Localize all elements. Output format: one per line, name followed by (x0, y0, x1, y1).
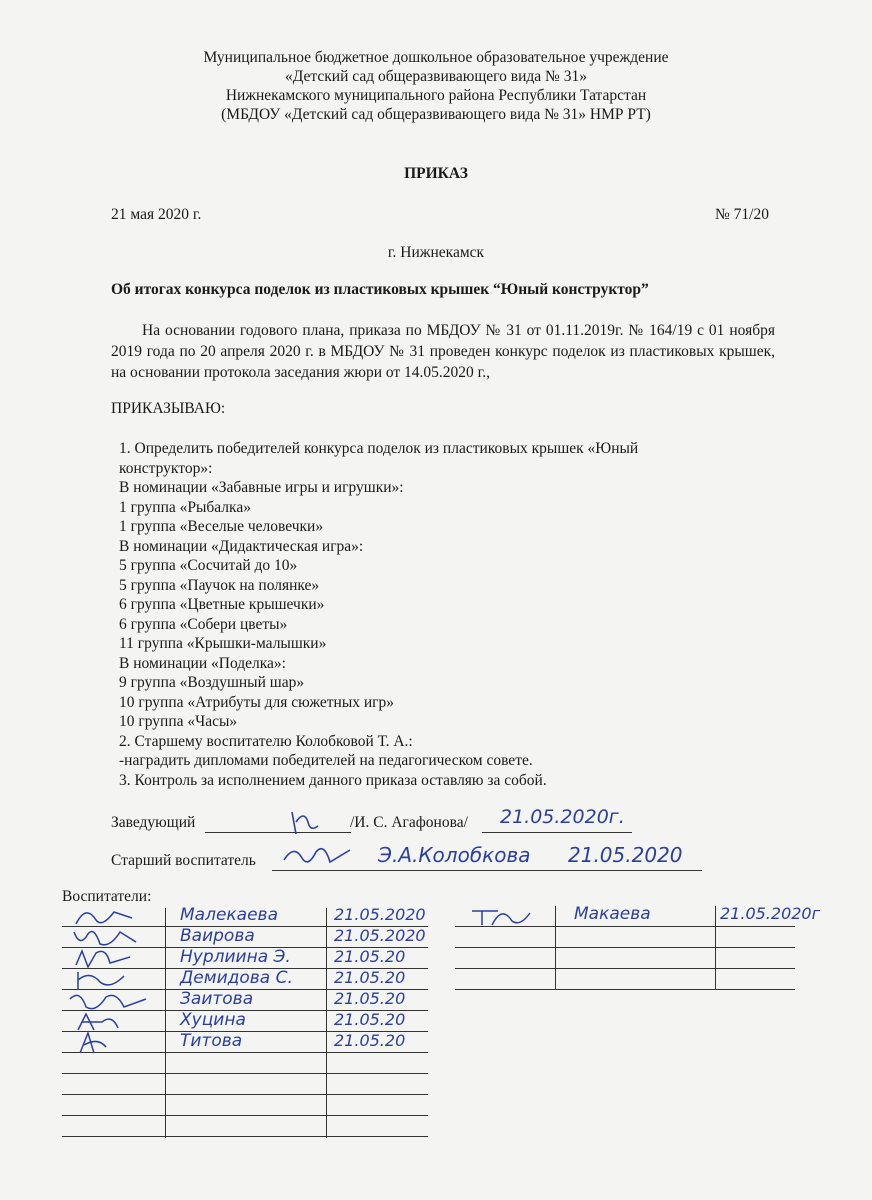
column-divider (555, 906, 556, 990)
org-line-4: (МБДОУ «Детский сад общеразвивающего вида № 31» НМР РТ) (221, 106, 651, 123)
item-1-line-1: 1. Определить победителей конкурса поделок из пластиковых крышек «Юный (119, 440, 639, 457)
head-date-line (482, 832, 632, 833)
list-item: В номинации «Дидактическая игра»: (119, 538, 364, 555)
list-item: 5 группа «Паучок на полянке» (119, 577, 320, 594)
teacher-date: 21.05.20 (334, 968, 406, 987)
org-line-2: «Детский сад общеразвивающего вида № 31» (285, 68, 587, 85)
senior-signature-icon (280, 842, 360, 872)
teacher-name: Нурлиина Э. (180, 947, 291, 967)
senior-name: Э.А.Колобкова (378, 843, 531, 867)
senior-label: Старший воспитатель (111, 852, 256, 869)
list-item: В номинации «Поделка»: (119, 655, 286, 672)
teacher-date: 21.05.20 (334, 1010, 406, 1029)
head-label: Заведующий (111, 814, 196, 831)
table-row (455, 989, 795, 990)
org-line-1: Муниципальное бюджетное дошкольное образовательное учреждение (203, 49, 669, 66)
teacher-name: Заитова (180, 989, 254, 1009)
teacher-name: Макаева (574, 904, 651, 924)
order-date: 21 мая 2020 г. (111, 206, 202, 223)
list-item: 6 группа «Собери цветы» (119, 616, 288, 633)
teacher-name: Ваирова (180, 926, 255, 946)
table-row (62, 1136, 428, 1137)
teacher-date: 21.05.2020 (334, 926, 426, 945)
teacher-date: 21.05.2020г (720, 904, 821, 923)
item-3: 3. Контроль за исполнением данного приказа оставляю за собой. (119, 772, 547, 789)
column-divider (326, 908, 327, 1138)
list-item: 1 группа «Рыбалка» (119, 499, 251, 516)
list-item: 9 группа «Воздушный шар» (119, 674, 305, 691)
table-row (62, 1094, 428, 1095)
column-divider (165, 908, 166, 1138)
table-row (455, 947, 795, 948)
teachers-label: Воспитатели: (62, 888, 152, 905)
document-title: ПРИКАЗ (404, 165, 468, 182)
list-item: 6 группа «Цветные крышечки» (119, 596, 325, 613)
teacher-date: 21.05.20 (334, 989, 406, 1008)
column-divider (715, 906, 716, 990)
head-signature-icon (286, 808, 326, 838)
teacher-name: Хуцина (180, 1010, 246, 1030)
item-1-line-2: конструктор»: (119, 460, 213, 477)
preamble: На основании годового плана, приказа по МБДОУ № 31 от 01.11.2019г. № 164/19 с 01 ноября 2019 года по 20 апреля 2020 г. в МБДОУ № 31 проведен конкурс поделок из пластиковых крышек, на основании протокола заседания жюри от 14.05.2020 г., (111, 322, 775, 381)
list-item: В номинации «Забавные игры и игрушки»: (119, 479, 404, 496)
city: г. Нижнекамск (387, 244, 485, 261)
teacher-name: Титова (180, 1031, 243, 1051)
order-word: ПРИКАЗЫВАЮ: (111, 400, 226, 417)
org-line-3: Нижнекамского муниципального района Республики Татарстан (225, 87, 647, 104)
order-number: № 71/20 (715, 206, 769, 223)
signature-icon (72, 1031, 132, 1055)
head-date: 21.05.2020г. (500, 806, 625, 828)
head-name: /И. С. Агафонова/ (350, 814, 468, 831)
teacher-date: 21.05.20 (334, 947, 406, 966)
head-signature-line (205, 832, 351, 833)
item-2-sub: -наградить дипломами победителей на педагогическом совете. (119, 752, 533, 769)
table-row (62, 1115, 428, 1116)
signature-icon (70, 904, 150, 928)
order-subject: Об итогах конкурса поделок из пластиковых крышек “Юный конструктор” (111, 281, 649, 298)
senior-date: 21.05.2020 (568, 843, 683, 867)
table-row (455, 968, 795, 969)
list-item: 10 группа «Атрибуты для сюжетных игр» (119, 694, 395, 711)
teacher-date: 21.05.20 (334, 1031, 406, 1050)
list-item: 11 группа «Крышки-малышки» (119, 635, 327, 652)
teacher-date: 21.05.2020 (334, 905, 426, 924)
teacher-name: Демидова С. (180, 968, 293, 988)
teacher-name: Малекаева (180, 905, 278, 925)
table-row (62, 1073, 428, 1074)
signature-icon (468, 903, 548, 927)
list-item: 10 группа «Часы» (119, 713, 238, 730)
list-item: 1 группа «Веселые человечки» (119, 518, 324, 535)
list-item: 5 группа «Сосчитай до 10» (119, 557, 298, 574)
item-2: 2. Старшему воспитателю Колобковой Т. А.: (119, 733, 413, 750)
